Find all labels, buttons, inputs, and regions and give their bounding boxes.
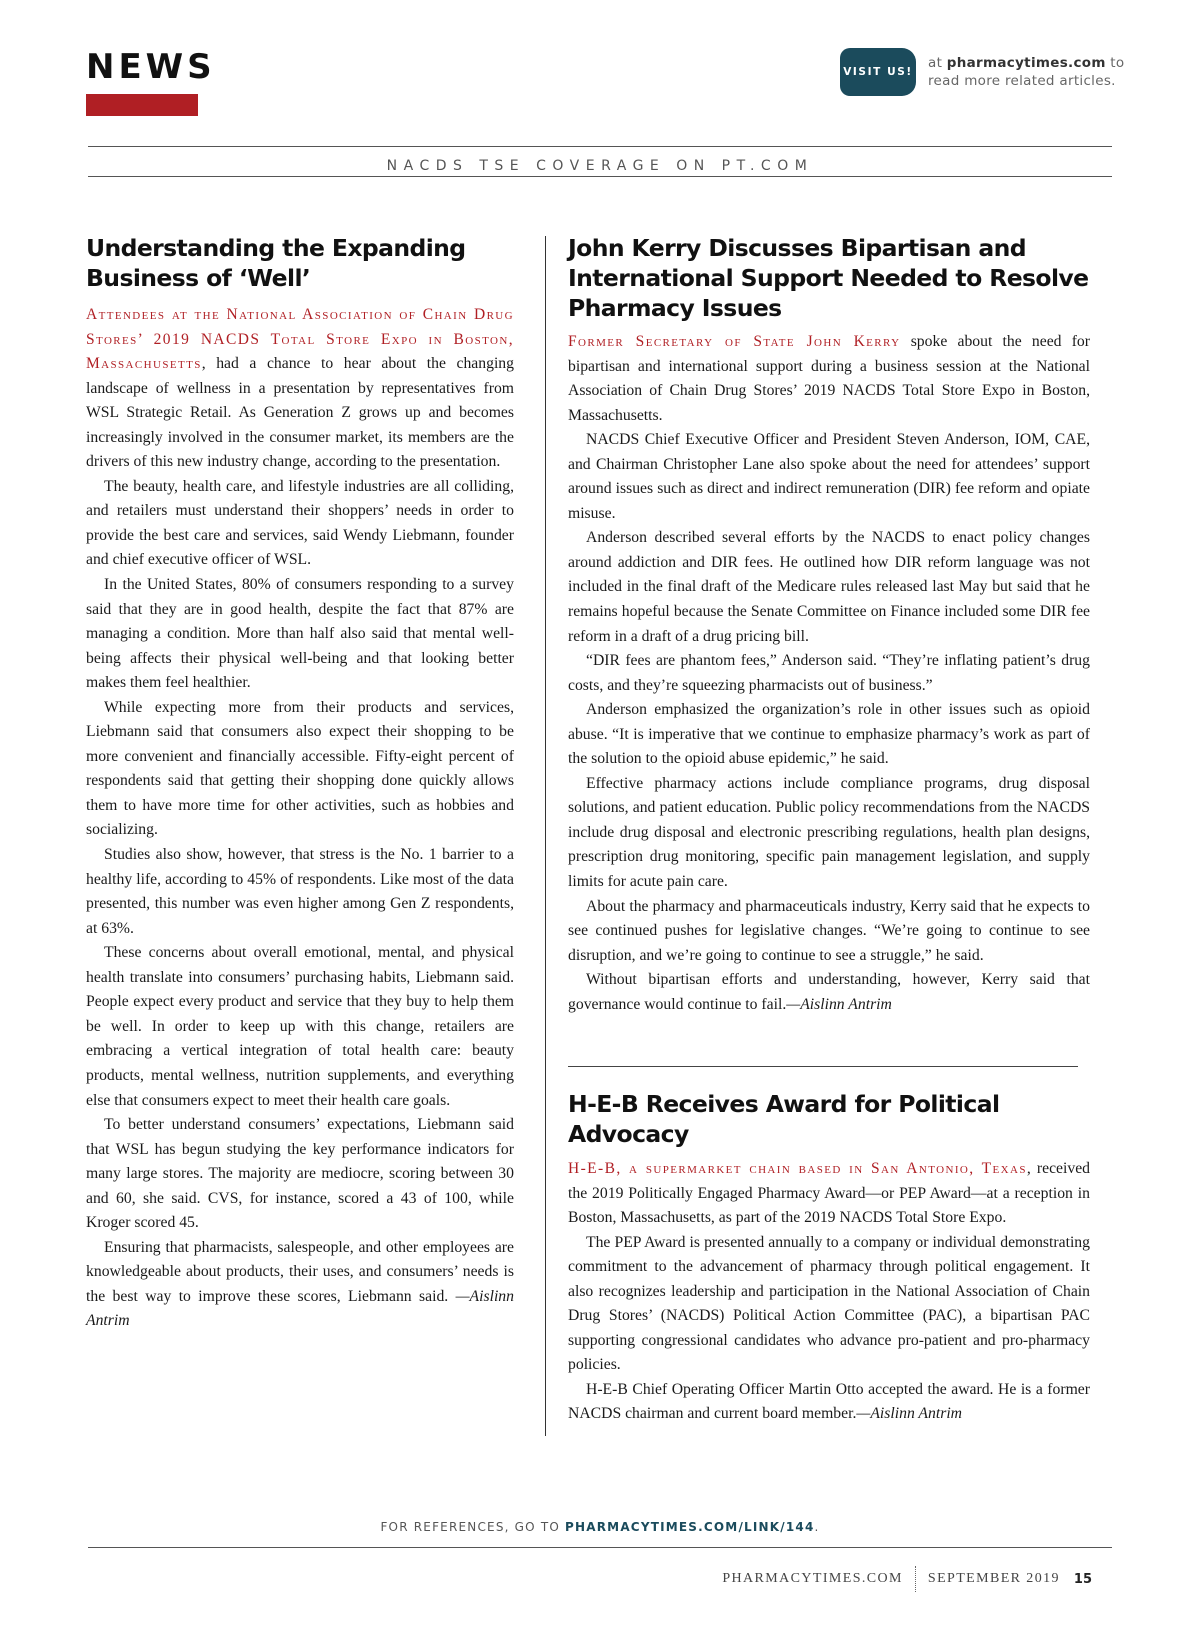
- article-paragraph: H-E-B Chief Operating Officer Martin Otto accepted the award. He is a former NACDS chairman and current board member.—Aislinn Antrim: [568, 1380, 1090, 1423]
- coverage-title: NACDS TSE COVERAGE ON PT.COM: [386, 158, 814, 174]
- article-paragraph: Anderson emphasized the organization’s role in other issues such as opioid abuse. “It is imperative that we continue to emphasize pharmacy’s work as part of the solution to the opioid abuse epidemic,” he said.: [568, 701, 1090, 768]
- section-label: NEWS: [86, 47, 216, 87]
- coverage-bottom-rule: [88, 176, 1112, 177]
- footer-rule: [88, 1547, 1112, 1548]
- article-title: Understanding the Expanding Business of ‘Well’: [86, 234, 466, 292]
- article-paragraph: Studies also show, however, that stress is the No. 1 barrier to a healthy life, according to 45% of respondents. Like most of the data presented, this number was even higher among Gen Z respondents, at 63%.: [86, 846, 514, 937]
- article-paragraph: While expecting more from their products and services, Liebmann said that consumers also expect their shopping to be more convenient and financially accessible. Fifty-eight percent of respondents said that getting their shopping done quickly allows them to have more time for other activities, such as hobbies and socializing.: [86, 698, 514, 839]
- column-divider: [545, 236, 546, 1436]
- visit-suffix: to: [1105, 55, 1125, 71]
- article-paragraph: The beauty, health care, and lifestyle industries are all colliding, and retailers must understand their shoppers’ needs in order to provide the best care and services, said Wendy Liebmann, founder and chief executive officer of WSL.: [86, 477, 514, 569]
- footer-issue: SEPTEMBER 2019: [927, 1571, 1060, 1586]
- section-header: [86, 47, 216, 116]
- article-paragraph: Attendees at the National Association of Chain Drug Stores’ 2019 NACDS Total Store Expo in Boston, Massachusetts, had a chance to hear about the changing landscape of wellness in a presentation by representatives from WSL Strategic Retail. As Generation Z grows up and becomes increasingly involved in the consumer market, its members are the drivers of this new industry change, according to the presentation.: [86, 306, 514, 471]
- article-byline: —Aislinn Antrim: [86, 1287, 514, 1330]
- article-paragraph: H-E-B, a supermarket chain based in San Antonio, Texas, received the 2019 Politically Engaged Pharmacy Award—or PEP Award—at a reception in Boston, Massachusetts, as part of the 2019 NACDS Total Store Expo.: [568, 1160, 1091, 1227]
- visit-site-link[interactable]: pharmacytimes.com: [946, 55, 1106, 71]
- visit-us-text: [928, 54, 1124, 90]
- section-accent-bar: [86, 94, 198, 116]
- article-lead: Attendees at the National Association of Chain Drug Stores’ 2019 NACDS Total Store Expo in Boston, Massachusetts: [86, 306, 514, 373]
- article-lead: H-E-B, a supermarket chain based in San Antonio, Texas: [568, 1160, 1027, 1177]
- article-paragraph: “DIR fees are phantom fees,” Anderson said. “They’re inflating patient’s drug costs, and they’re squeezing pharmacists out of business.”: [568, 652, 1090, 694]
- references-link[interactable]: PHARMACYTIMES.COM/LINK/144: [565, 1520, 815, 1534]
- page-footer: [722, 1566, 1092, 1592]
- article-paragraph: Ensuring that pharmacists, salespeople, and other employees are knowledgeable about products, their uses, and consumers’ needs is the best way to improve these scores, Liebmann said. —Aislinn Antrim: [86, 1238, 514, 1330]
- article-heb-award: [568, 1089, 1090, 1427]
- article-paragraph: Without bipartisan efforts and understanding, however, Kerry said that governance would continue to fail.—Aislinn Antrim: [568, 971, 1090, 1013]
- article-title: John Kerry Discusses Bipartisan and International Support Needed to Resolve Pharmacy Issues: [568, 234, 1089, 322]
- visit-us-callout[interactable]: [840, 48, 1124, 96]
- article-paragraph: Anderson described several efforts by the NACDS to enact policy changes around addiction and DIR fees. He outlined how DIR reform language was not included in the final draft of the Medicare rules released last May but said that he remains hopeful because the Senate Committee on Finance included some DIR fee reform in a draft of a drug pricing bill.: [568, 529, 1090, 645]
- article-paragraph: The PEP Award is presented annually to a company or individual demonstrating commitment to the advancement of pharmacy through political engagement. It also recognizes leadership and participation in the National Association of Chain Drug Stores’ (NACDS) Political Action Committee (PAC), a bipartisan PAC supporting congressional candidates who advance pro-patient and pro-pharmacy policies.: [568, 1233, 1090, 1374]
- article-paragraph: To better understand consumers’ expectations, Liebmann said that WSL has begun studying the key performance indicators for many large stores. The majority are mediocre, scoring between 30 and 60, she said. CVS, for instance, scored a 43 of 100, while Kroger scored 45.: [86, 1116, 514, 1232]
- article-byline: —Aislinn Antrim: [786, 995, 892, 1013]
- article-paragraph: Former Secretary of State John Kerry spoke about the need for bipartisan and international support during a business session at the National Association of Chain Drug Stores’ 2019 NACDS Total Store Expo in Boston, Massachusetts.: [568, 333, 1090, 424]
- visit-us-badge[interactable]: VISIT US!: [840, 48, 916, 96]
- footer-site: PHARMACYTIMES.COM: [722, 1571, 903, 1586]
- visit-line2: read more related articles.: [928, 73, 1116, 89]
- article-paragraph: Effective pharmacy actions include compliance programs, drug disposal solutions, and patient education. Public policy recommendations from the NACDS include drug disposal and electronic prescribing regulations, health plan designs, prescription drug monitoring, specific pain management legislation, and supply limits for acute pain care.: [568, 774, 1090, 891]
- article-separator: [568, 1066, 1078, 1067]
- article-paragraph: In the United States, 80% of consumers responding to a survey said that they are in good health, despite the fact that 87% are managing a condition. More than half also said that mental well-being affects their physical well-being and that looking better makes them feel healthier.: [86, 576, 514, 692]
- article-title: H-E-B Receives Award for Political Advocacy: [568, 1090, 1000, 1148]
- article-lead: Former Secretary of State John Kerry: [568, 333, 901, 350]
- article-wellness: [86, 233, 514, 1334]
- article-paragraph: These concerns about overall emotional, mental, and physical health translate into consumers’ purchasing habits, Liebmann said. People expect every product and service that they buy to help them be well. In order to keep up with this change, retailers are embracing a vertical integration of total health care: beauty products, mental wellness, nutrition supplements, and everything else that consumers expect to meet their health care goals.: [86, 944, 514, 1109]
- page-number: 15: [1073, 1571, 1092, 1587]
- visit-prefix: at: [928, 55, 947, 71]
- footer-divider: [915, 1566, 916, 1592]
- article-paragraph: About the pharmacy and pharmaceuticals industry, Kerry said that he expects to see continued pushes for legislative changes. “We’re going to continue to see disruption, and we’re going to continue to see a struggle,” he said.: [568, 897, 1090, 964]
- coverage-top-rule: [88, 146, 1112, 147]
- article-john-kerry: [568, 233, 1090, 1017]
- references-note: FOR REFERENCES, GO TO PHARMACYTIMES.COM/LINK/144.: [380, 1520, 820, 1534]
- article-paragraph: NACDS Chief Executive Officer and President Steven Anderson, IOM, CAE, and Chairman Christopher Lane also spoke about the need for attendees’ support around issues such as direct and indirect remuneration (DIR) fee reform and opiate misuse.: [568, 431, 1090, 522]
- article-byline: —Aislinn Antrim: [856, 1405, 963, 1423]
